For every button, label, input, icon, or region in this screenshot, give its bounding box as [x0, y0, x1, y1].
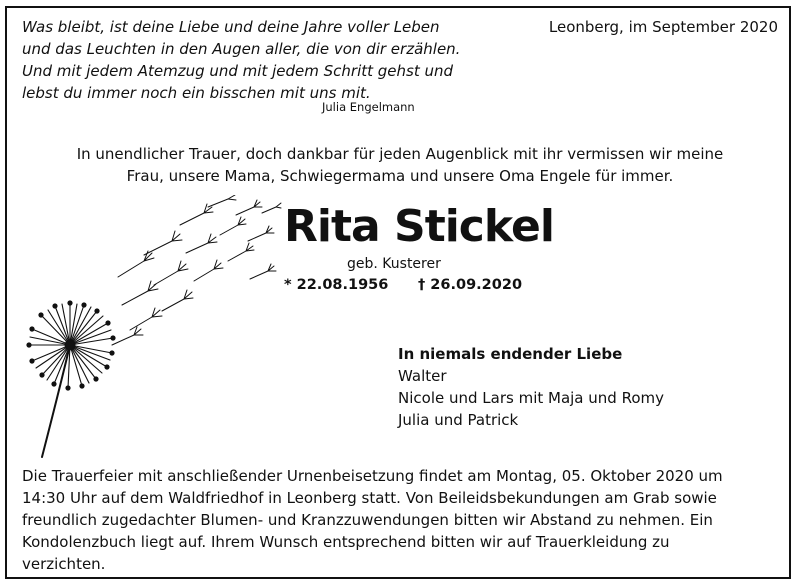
intro-text: [0, 143, 800, 187]
birth-date: * 22.08.1956: [284, 277, 389, 293]
note-line: freundlich zugedachter Blumen- und Kranzzuwendungen bitten wir Abstand zu nehmen. Ein: [22, 511, 713, 529]
poem-line: Was bleibt, ist deine Liebe und deine Jahre voller Leben: [22, 18, 440, 36]
poem-line: Und mit jedem Atemzug und mit jedem Schritt gehst und: [22, 62, 454, 80]
poem-line: und das Leuchten in den Augen aller, die von dir erzählen.: [22, 40, 461, 58]
family-heading: In niemals endender Liebe: [398, 345, 623, 363]
family-list: [398, 343, 664, 431]
death-date: † 26.09.2020: [418, 277, 523, 293]
note-line: verzichten.: [22, 555, 106, 573]
maiden-name: geb. Kusterer: [347, 256, 441, 272]
family-member: Walter: [398, 367, 447, 385]
family-member: Nicole und Lars mit Maja und Romy: [398, 389, 664, 407]
poem-line: lebst du immer noch ein bisschen mit uns mit.: [22, 84, 371, 102]
intro-line: In unendlicher Trauer, doch dankbar für jeden Augenblick mit ihr vermissen wir meine: [76, 145, 724, 163]
note-line: 14:30 Uhr auf dem Waldfriedhof in Leonberg statt. Von Beileidsbekundungen am Grab sowie: [22, 489, 717, 507]
poem-author: Julia Engelmann: [322, 100, 415, 114]
note-line: Die Trauerfeier mit anschließender Urnenbeisetzung findet am Montag, 05. Oktober 2020 um: [22, 467, 723, 485]
place-date: Leonberg, im September 2020: [548, 18, 778, 36]
funeral-note: [22, 465, 782, 575]
intro-line: Frau, unsere Mama, Schwiegermama und unsere Oma Engele für immer.: [126, 167, 674, 185]
dandelion-icon: [22, 195, 282, 465]
deceased-name: Rita Stickel: [284, 201, 554, 252]
note-line: Kondolenzbuch liegt auf. Ihrem Wunsch entsprechend bitten wir auf Trauerkleidung zu: [22, 533, 670, 551]
family-member: Julia und Patrick: [398, 411, 519, 429]
poem: [22, 16, 492, 104]
